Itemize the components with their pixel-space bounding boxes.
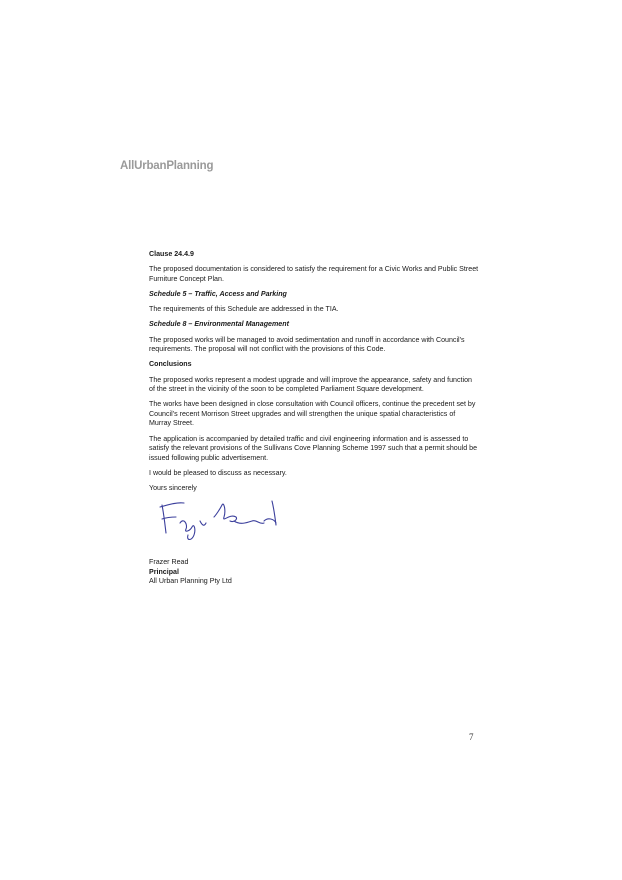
closing-line: I would be pleased to discuss as necessary. (149, 469, 287, 478)
company-logo: AllUrbanPlanning (120, 160, 214, 172)
schedule5-heading: Schedule 5 – Traffic, Access and Parking (149, 289, 287, 298)
salutation: Yours sincerely (149, 484, 197, 493)
schedule8-heading: Schedule 8 – Environmental Management (149, 320, 289, 329)
signoff-block (149, 558, 232, 587)
company-name: All Urban Planning Pty Ltd (149, 577, 232, 586)
handwritten-signature (156, 495, 296, 545)
clause-text: The proposed documentation is considered to satisfy the requirement for a Civic Works and Public Street Furniture Concept Plan. (149, 265, 479, 283)
signatory-title: Principal (149, 567, 179, 576)
page-number: 7 (469, 732, 474, 742)
conclusions-heading: Conclusions (149, 360, 192, 369)
conclusions-paragraph-2: The works have been designed in close consultation with Council officers, continue the precedent set by Council’s recent Morrison Street upgrades and will strengthen the unique spatial characteristics of Murray Street. (149, 400, 476, 428)
clause-heading: Clause 24.4.9 (149, 250, 194, 258)
conclusions-paragraph-3: The application is accompanied by detailed traffic and civil engineering information and is assessed to satisfy the relevant provisions of the Sullivans Cove Planning Scheme 1997 such that a permit should be issued following public advertisement. (149, 434, 478, 462)
letter-body (149, 250, 479, 499)
conclusions-paragraph-1: The proposed works represent a modest upgrade and will improve the appearance, safety and function of the street in the vicinity of the soon to be completed Parliament Square development. (149, 375, 472, 394)
schedule5-text: The requirements of this Schedule are addressed in the TIA. (149, 305, 339, 314)
signatory-name: Frazer Read (149, 558, 189, 566)
schedule8-text: The proposed works will be managed to avoid sedimentation and runoff in accordance with Council’s requirements. The proposal will not conflict with the provisions of this Code. (149, 335, 465, 354)
